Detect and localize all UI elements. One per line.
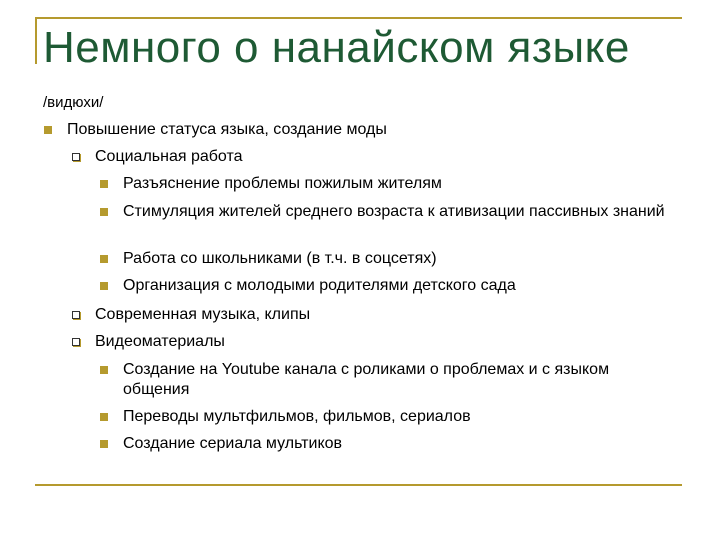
hollow-square-bullet-icon [72, 311, 80, 319]
list-item: Повышение статуса языка, создание моды [67, 121, 387, 138]
square-bullet-icon [100, 366, 108, 374]
top-border-line [35, 17, 682, 19]
square-bullet-icon [100, 282, 108, 290]
hollow-square-bullet-icon [72, 338, 80, 346]
list-item: Переводы мультфильмов, фильмов, сериалов [123, 408, 471, 425]
square-bullet-icon [100, 255, 108, 263]
list-item: Организация с молодыми родителями детского сада [123, 277, 516, 294]
square-bullet-icon [100, 413, 108, 421]
list-item: Создание сериала мультиков [123, 435, 343, 452]
square-bullet-icon [100, 440, 108, 448]
list-item: Создание на Youtube канала с роликами о проблемах и с языком общения [123, 361, 610, 398]
square-bullet-icon [100, 180, 108, 188]
list-item: Работа со школьниками (в т.ч. в соцсетях) [123, 250, 437, 267]
list-item: Видеоматериалы [95, 333, 225, 350]
list-item: Разъяснение проблемы пожилым жителям [123, 175, 442, 192]
list-item: Современная музыка, клипы [95, 306, 311, 323]
list-item: Социальная работа [95, 148, 243, 165]
square-bullet-icon [100, 208, 108, 216]
bottom-border-line [35, 484, 682, 486]
hollow-square-bullet-icon [72, 153, 80, 161]
slide-subtitle: /видюхи/ [43, 94, 104, 111]
square-bullet-icon [44, 126, 52, 134]
left-border-line [35, 17, 37, 64]
slide-title: Немного о нанайском языке [43, 23, 630, 72]
list-item: Стимуляция жителей среднего возраста к ативизации пассивных знаний [123, 203, 665, 220]
